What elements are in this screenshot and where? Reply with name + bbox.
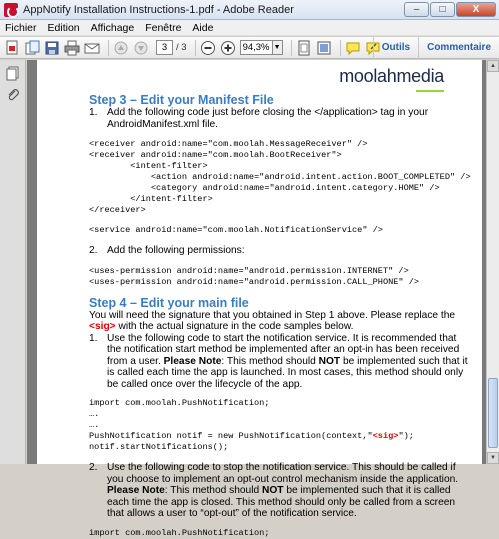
menu-affichage[interactable]: Affichage xyxy=(90,21,135,34)
step3-item-2: 2. Add the following permissions: xyxy=(89,245,245,256)
fit-page-icon[interactable] xyxy=(296,40,312,56)
save-icon[interactable] xyxy=(44,40,60,56)
manifest-code-block: <receiver android:name="com.moolah.MessageReceiver" /> <receiver android:name="com.moolah.BootReceiver"> <intent-filter> <action android:name="android.intent.action.BOOT_COMPLETED" /> <category android:name="android.intent.category.HOME" /> </intent-filter> </receiver> xyxy=(89,139,471,215)
toolbar-separator xyxy=(195,40,196,56)
window-controls xyxy=(404,2,496,17)
menu-fenetre[interactable]: Fenêtre xyxy=(145,21,182,34)
zoom-in-icon[interactable] xyxy=(220,40,236,56)
page-content xyxy=(89,93,469,539)
adobe-reader-icon xyxy=(4,3,18,17)
menu-fichier[interactable]: Fichier xyxy=(5,21,37,34)
menu-bar xyxy=(0,20,499,36)
menu-aide[interactable]: Aide xyxy=(192,21,214,34)
print-icon[interactable] xyxy=(64,40,80,56)
next-page-icon[interactable] xyxy=(133,40,149,56)
tab-comment[interactable]: Commentaire xyxy=(418,37,499,59)
step4-item-2: 2. Use the following code to stop the notification service. This should be called if you choose to implement an opt-out control mechanism inside the application. Please Note: This method should NOT be implemented such that it is called each time the app is closed. This method should only be called from a screen that allows a user to “opt-out” of the notification service. xyxy=(89,462,459,519)
tab-tools[interactable]: Outils xyxy=(373,37,418,59)
scroll-down-icon[interactable]: ▼ xyxy=(487,452,499,464)
pages-panel-icon[interactable] xyxy=(6,66,20,80)
scrollbar-thumb[interactable] xyxy=(488,378,498,448)
maximize-button[interactable]: □ xyxy=(430,2,455,17)
toolbar xyxy=(0,37,499,59)
email-icon[interactable] xyxy=(84,40,100,56)
step3-item-1: 1. Add the following code just before closing the </application> tag in your AndroidManifest.xml file. xyxy=(89,107,429,130)
page-total: / 3 xyxy=(176,42,187,53)
start-code-block: import com.moolah.PushNotification; …. …. PushNotification notif = new PushNotification(context,"<sig>"); notif.startNotifications(); xyxy=(89,398,414,452)
navigation-panel xyxy=(0,60,26,464)
zoom-dropdown-button[interactable]: ▼ xyxy=(273,40,283,55)
document-viewport[interactable] xyxy=(27,60,486,538)
close-button[interactable]: X xyxy=(456,2,496,17)
page-number-input[interactable]: 3 xyxy=(156,40,173,55)
step4-heading: Step 4 – Edit your main file xyxy=(89,295,249,310)
attachments-icon[interactable] xyxy=(6,88,20,102)
toolbar-tabs xyxy=(373,37,499,59)
scroll-up-icon[interactable]: ▲ xyxy=(487,60,499,72)
pdf-page xyxy=(37,60,482,538)
step4-item-1: 1. Use the following code to start the notification service. It is recommended that the notification start method be implemented after an opt-in has been received from a user. Please Note: This method should NOT be implemented such that it is called each time the app is launched. In most cases, this method should only be called once over the lifecycle of the app. xyxy=(89,332,468,390)
share-icon[interactable] xyxy=(24,40,40,56)
fullscreen-icon[interactable] xyxy=(316,40,332,56)
toolbar-separator xyxy=(340,40,341,56)
moolah-media-logo: moolahmedia xyxy=(339,66,444,87)
toolbar-separator xyxy=(108,40,109,56)
title-bar xyxy=(0,0,499,20)
menu-edition[interactable]: Edition xyxy=(47,21,80,34)
step3-heading: Step 3 – Edit your Manifest File xyxy=(89,93,274,107)
zoom-level-input[interactable]: 94,3% xyxy=(240,40,273,55)
service-code-line: <service android:name="com.moolah.NotificationService" /> xyxy=(89,225,383,235)
toolbar-separator xyxy=(291,40,292,56)
minimize-button[interactable]: – xyxy=(404,2,429,17)
window-title: AppNotify Installation Instructions-1.pdf - Adobe Reader xyxy=(23,3,294,16)
stop-code-line: import com.moolah.PushNotification; xyxy=(89,527,270,538)
vertical-scrollbar[interactable] xyxy=(486,60,499,464)
create-pdf-icon[interactable] xyxy=(4,40,20,56)
zoom-out-icon[interactable] xyxy=(200,40,216,56)
logo-accent-bar xyxy=(416,90,444,92)
prev-page-icon[interactable] xyxy=(113,40,129,56)
step4-intro: You will need the signature that you obtained in Step 1 above. Please replace the <sig> with the actual signature in the code samples below. xyxy=(89,309,456,332)
permissions-code-block: <uses-permission android:name="android.permission.INTERNET" /> <uses-permission android:name="android.permission.CALL_PHONE" /> xyxy=(89,265,420,287)
comment-icon[interactable] xyxy=(345,40,361,56)
